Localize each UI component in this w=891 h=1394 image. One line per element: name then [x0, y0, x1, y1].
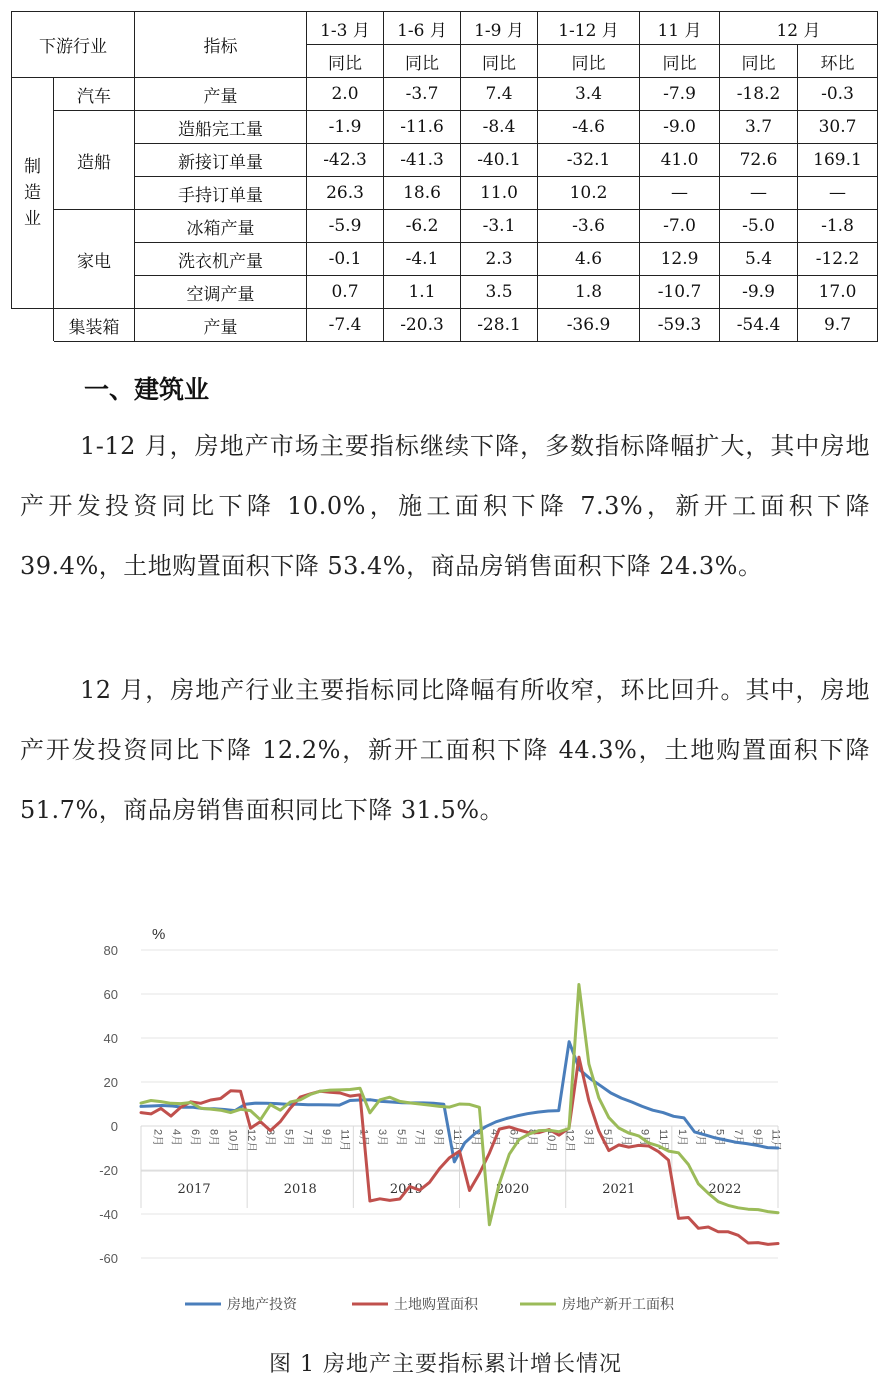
- x-tick-label: 7月: [301, 1129, 314, 1147]
- y-tick-label: 80: [103, 943, 118, 958]
- indicator-name: 冰箱产量: [135, 210, 307, 243]
- industry-table: [11, 11, 877, 342]
- cell-value: -3.1: [461, 210, 538, 243]
- cell-value: 30.7: [798, 111, 878, 144]
- indicator-name: 空调产量: [135, 276, 307, 309]
- cell-value: -5.0: [720, 210, 798, 243]
- year-label: 2022: [708, 1182, 742, 1197]
- header-sub: 同比: [307, 45, 384, 78]
- y-tick-label: 20: [103, 1075, 118, 1090]
- x-tick-label: 7月: [413, 1129, 426, 1147]
- cell-value: 2.0: [307, 78, 384, 111]
- group-name: 家电: [54, 210, 135, 309]
- cell-value: -1.8: [798, 210, 878, 243]
- cell-value: —: [720, 177, 798, 210]
- x-tick-label: 9月: [638, 1129, 651, 1147]
- figure-caption: 图 1 房地产主要指标累计增长情况: [269, 1352, 622, 1377]
- cell-value: 169.1: [798, 144, 878, 177]
- x-tick-label: 9月: [750, 1129, 763, 1147]
- cell-value: -0.3: [798, 78, 878, 111]
- y-tick-label: -40: [99, 1207, 118, 1222]
- manufacturing-label: [12, 78, 54, 309]
- x-tick-label: 10月: [226, 1129, 239, 1153]
- x-tick-label: 9月: [432, 1129, 445, 1147]
- indicator-name: 产量: [135, 309, 307, 342]
- cell-value: -0.1: [307, 243, 384, 276]
- cell-value: —: [640, 177, 720, 210]
- cell-value: 3.7: [720, 111, 798, 144]
- x-tick-label: 11月: [769, 1129, 782, 1152]
- year-label: 2021: [602, 1182, 636, 1197]
- x-tick-label: 4月: [170, 1129, 183, 1147]
- header-period: 1-9 月: [461, 12, 538, 45]
- cell-value: 7.4: [461, 78, 538, 111]
- cell-value: 41.0: [640, 144, 720, 177]
- legend-label: 房地产投资: [227, 1297, 297, 1313]
- cell-value: -9.9: [720, 276, 798, 309]
- header-sub: 同比: [384, 45, 461, 78]
- indicator-name: 造船完工量: [135, 111, 307, 144]
- cell-value: 2.3: [461, 243, 538, 276]
- cell-value: -32.1: [538, 144, 640, 177]
- cell-value: -12.2: [798, 243, 878, 276]
- indicator-name: 洗衣机产量: [135, 243, 307, 276]
- y-tick-label: 40: [103, 1031, 118, 1046]
- year-label: 2020: [496, 1182, 530, 1197]
- cell-value: 5.4: [720, 243, 798, 276]
- x-tick-label: 2月: [469, 1129, 482, 1147]
- y-tick-label: -20: [99, 1163, 118, 1178]
- cell-value: 1.1: [384, 276, 461, 309]
- cell-value: 72.6: [720, 144, 798, 177]
- cell-value: 18.6: [384, 177, 461, 210]
- header-sub: 同比: [720, 45, 798, 78]
- cell-value: -41.3: [384, 144, 461, 177]
- cell-value: 1.8: [538, 276, 640, 309]
- header-sub: 同比: [461, 45, 538, 78]
- manufacturing-char: 制: [24, 157, 41, 177]
- cell-value: -8.4: [461, 111, 538, 144]
- indicator-name: 产量: [135, 78, 307, 111]
- x-tick-label: 11月: [451, 1129, 464, 1152]
- x-tick-label: 5月: [601, 1129, 614, 1147]
- cell-value: —: [798, 177, 878, 210]
- x-tick-label: 4月: [488, 1129, 501, 1147]
- x-tick-label: 8月: [526, 1129, 539, 1147]
- manufacturing-char: 造: [24, 183, 41, 203]
- cell-value: -40.1: [461, 144, 538, 177]
- x-tick-label: 12月: [563, 1129, 576, 1153]
- cell-value: -7.9: [640, 78, 720, 111]
- legend-label: 土地购置面积: [394, 1297, 478, 1313]
- x-tick-label: 8月: [207, 1129, 220, 1147]
- x-tick-label: 5月: [713, 1129, 726, 1147]
- cell-value: -54.4: [720, 309, 798, 342]
- cell-value: -20.3: [384, 309, 461, 342]
- group-name: 汽车: [54, 78, 135, 111]
- cell-value: -7.4: [307, 309, 384, 342]
- x-tick-label: 1月: [675, 1129, 688, 1147]
- x-tick-label: 7月: [619, 1129, 632, 1147]
- cell-value: -10.7: [640, 276, 720, 309]
- x-tick-label: 3月: [376, 1129, 389, 1147]
- header-sub: 同比: [640, 45, 720, 78]
- cell-value: 17.0: [798, 276, 878, 309]
- cell-value: 3.4: [538, 78, 640, 111]
- x-tick-label: 2月: [151, 1129, 164, 1147]
- cell-value: -42.3: [307, 144, 384, 177]
- y-tick-label: 60: [103, 987, 118, 1002]
- paragraph: 12 月，房地产行业主要指标同比降幅有所收窄，环比回升。其中，房地产开发投资同比下降 12.2%，新开工面积下降 44.3%，土地购置面积下降 51.7%，商品房销售面积同比下降 31.5%。: [20, 676, 870, 824]
- indicator-name: 新接订单量: [135, 144, 307, 177]
- cell-value: -6.2: [384, 210, 461, 243]
- x-tick-label: 12月: [245, 1129, 258, 1153]
- cell-value: -1.9: [307, 111, 384, 144]
- cell-value: -4.1: [384, 243, 461, 276]
- x-tick-label: 3月: [263, 1129, 276, 1147]
- cell-value: 12.9: [640, 243, 720, 276]
- cell-value: 10.2: [538, 177, 640, 210]
- x-tick-label: 5月: [282, 1129, 295, 1147]
- header-period: 1-12 月: [538, 12, 640, 45]
- x-tick-label: 11月: [657, 1129, 670, 1152]
- cell-value: -59.3: [640, 309, 720, 342]
- x-tick-label: 6月: [507, 1129, 520, 1147]
- y-unit-label: %: [152, 926, 166, 943]
- line-chart: [0, 915, 891, 1335]
- group-name: 集装箱: [54, 309, 135, 342]
- year-label: 2018: [283, 1182, 317, 1197]
- cell-value: -11.6: [384, 111, 461, 144]
- cell-value: -5.9: [307, 210, 384, 243]
- cell-value: -28.1: [461, 309, 538, 342]
- empty-corner: [12, 309, 54, 342]
- cell-value: 26.3: [307, 177, 384, 210]
- header-indicator: 指标: [135, 12, 307, 78]
- cell-value: 11.0: [461, 177, 538, 210]
- indicator-name: 手持订单量: [135, 177, 307, 210]
- x-tick-label: 5月: [394, 1129, 407, 1147]
- manufacturing-char: 业: [24, 209, 41, 229]
- group-name: 造船: [54, 111, 135, 210]
- x-tick-label: 3月: [694, 1129, 707, 1147]
- cell-value: 4.6: [538, 243, 640, 276]
- year-label: 2017: [177, 1182, 211, 1197]
- y-tick-label: -60: [99, 1251, 118, 1266]
- header-period: 1-6 月: [384, 12, 461, 45]
- x-tick-label: 6月: [188, 1129, 201, 1147]
- x-tick-label: 9月: [319, 1129, 332, 1147]
- cell-value: -3.6: [538, 210, 640, 243]
- header-period: 11 月: [640, 12, 720, 45]
- x-tick-label: 3月: [582, 1129, 595, 1147]
- header-industry: 下游行业: [12, 12, 135, 78]
- year-label: 2019: [389, 1182, 423, 1197]
- section-heading: 一、建筑业: [84, 375, 210, 404]
- cell-value: -3.7: [384, 78, 461, 111]
- x-tick-label: 7月: [732, 1129, 745, 1147]
- header-sub: 环比: [798, 45, 878, 78]
- cell-value: 3.5: [461, 276, 538, 309]
- cell-value: -4.6: [538, 111, 640, 144]
- paragraph: 1-12 月，房地产市场主要指标继续下降，多数指标降幅扩大，其中房地产开发投资同比下降 10.0%，施工面积下降 7.3%，新开工面积下降 39.4%，土地购置面积下降 53.4%，商品房销售面积下降 24.3%。: [20, 432, 870, 580]
- header-sub: 同比: [538, 45, 640, 78]
- x-tick-label: 10月: [544, 1129, 557, 1153]
- cell-value: 0.7: [307, 276, 384, 309]
- cell-value: -7.0: [640, 210, 720, 243]
- header-period: 12 月: [720, 12, 878, 45]
- cell-value: -18.2: [720, 78, 798, 111]
- y-tick-label: 0: [110, 1119, 118, 1134]
- header-period: 1-3 月: [307, 12, 384, 45]
- cell-value: 9.7: [798, 309, 878, 342]
- x-tick-label: 1月: [357, 1129, 370, 1147]
- cell-value: -36.9: [538, 309, 640, 342]
- cell-value: -9.0: [640, 111, 720, 144]
- legend-label: 房地产新开工面积: [562, 1297, 674, 1313]
- x-tick-label: 11月: [338, 1129, 351, 1152]
